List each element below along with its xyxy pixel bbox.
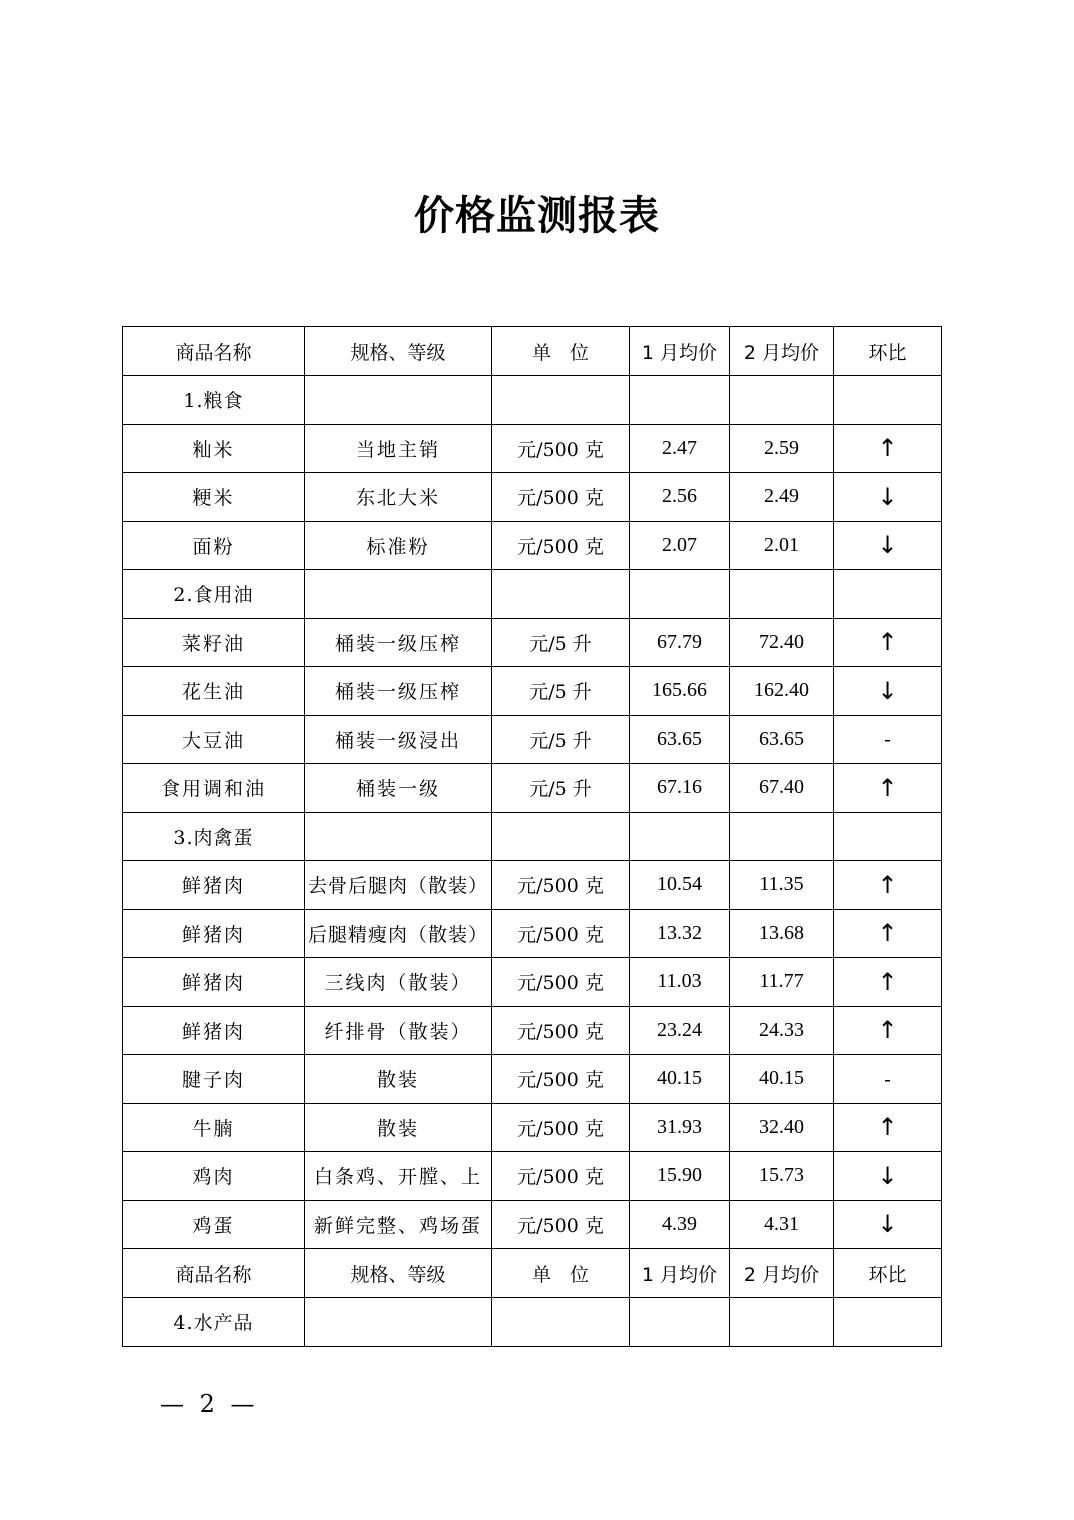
- category-row-meat: [123, 812, 942, 861]
- trend-up-icon: ↑: [834, 764, 942, 813]
- item-feb: 162.40: [730, 667, 834, 716]
- trend-down-icon: ↓: [834, 473, 942, 522]
- item-unit: 元/5 升: [492, 764, 630, 813]
- table-row: [123, 1055, 942, 1104]
- item-feb: 24.33: [730, 1006, 834, 1055]
- item-unit: 元/500 克: [492, 1200, 630, 1249]
- table-row: [123, 1006, 942, 1055]
- item-feb: 11.35: [730, 861, 834, 910]
- header-spec: 规格、等级: [305, 1249, 492, 1298]
- item-jan: 67.16: [630, 764, 730, 813]
- item-spec: 东北大米: [305, 473, 492, 522]
- table-row: [123, 1103, 942, 1152]
- price-table-container: [122, 326, 941, 1347]
- item-spec: 白条鸡、开膛、上: [305, 1152, 492, 1201]
- item-spec: 新鲜完整、鸡场蛋: [305, 1200, 492, 1249]
- category-label: 2.食用油: [123, 570, 305, 619]
- item-unit: 元/500 克: [492, 1055, 630, 1104]
- table-row: [123, 861, 942, 910]
- table-row: [123, 473, 942, 522]
- item-jan: 40.15: [630, 1055, 730, 1104]
- table-row: [123, 1200, 942, 1249]
- item-name: 牛腩: [123, 1103, 305, 1152]
- price-table: [122, 326, 942, 1347]
- header-unit: 单 位: [492, 327, 630, 376]
- item-name: 鲜猪肉: [123, 1006, 305, 1055]
- item-jan: 13.32: [630, 909, 730, 958]
- item-unit: 元/500 克: [492, 861, 630, 910]
- header-mom: 环比: [834, 1249, 942, 1298]
- item-unit: 元/500 克: [492, 958, 630, 1007]
- header-jan: 1 月均价: [630, 327, 730, 376]
- item-jan: 15.90: [630, 1152, 730, 1201]
- item-name: 鲜猪肉: [123, 861, 305, 910]
- item-name: 菜籽油: [123, 618, 305, 667]
- category-row-oil: [123, 570, 942, 619]
- item-spec: 散装: [305, 1103, 492, 1152]
- item-feb: 63.65: [730, 715, 834, 764]
- header-jan: 1 月均价: [630, 1249, 730, 1298]
- table-row: [123, 958, 942, 1007]
- table-row: [123, 424, 942, 473]
- item-name: 腱子肉: [123, 1055, 305, 1104]
- item-feb: 2.49: [730, 473, 834, 522]
- item-feb: 13.68: [730, 909, 834, 958]
- item-spec: 桶装一级压榨: [305, 667, 492, 716]
- item-spec: 当地主销: [305, 424, 492, 473]
- item-unit: 元/500 克: [492, 1103, 630, 1152]
- item-feb: 67.40: [730, 764, 834, 813]
- item-feb: 40.15: [730, 1055, 834, 1104]
- item-jan: 2.56: [630, 473, 730, 522]
- item-feb: 2.01: [730, 521, 834, 570]
- item-jan: 165.66: [630, 667, 730, 716]
- category-label: 1.粮食: [123, 376, 305, 425]
- item-spec: 桶装一级: [305, 764, 492, 813]
- category-label: 4.水产品: [123, 1298, 305, 1347]
- item-unit: 元/5 升: [492, 667, 630, 716]
- item-spec: 去骨后腿肉（散装）: [305, 861, 492, 910]
- item-unit: 元/500 克: [492, 1152, 630, 1201]
- trend-up-icon: ↑: [834, 424, 942, 473]
- page-number: — 2 —: [160, 1390, 259, 1418]
- item-unit: 元/500 克: [492, 909, 630, 958]
- item-name: 花生油: [123, 667, 305, 716]
- item-feb: 11.77: [730, 958, 834, 1007]
- item-unit: 元/5 升: [492, 715, 630, 764]
- header-feb: 2 月均价: [730, 1249, 834, 1298]
- item-name: 籼米: [123, 424, 305, 473]
- category-label: 3.肉禽蛋: [123, 812, 305, 861]
- trend-up-icon: ↑: [834, 861, 942, 910]
- item-spec: 标准粉: [305, 521, 492, 570]
- item-feb: 2.59: [730, 424, 834, 473]
- trend-flat-icon: -: [834, 715, 942, 764]
- trend-up-icon: ↑: [834, 1103, 942, 1152]
- trend-down-icon: ↓: [834, 1200, 942, 1249]
- item-jan: 2.47: [630, 424, 730, 473]
- header-feb: 2 月均价: [730, 327, 834, 376]
- trend-up-icon: ↑: [834, 909, 942, 958]
- item-spec: 后腿精瘦肉（散装）: [305, 909, 492, 958]
- table-row: [123, 764, 942, 813]
- item-name: 粳米: [123, 473, 305, 522]
- item-unit: 元/500 克: [492, 521, 630, 570]
- item-spec: 纤排骨（散装）: [305, 1006, 492, 1055]
- item-jan: 2.07: [630, 521, 730, 570]
- trend-up-icon: ↑: [834, 618, 942, 667]
- item-jan: 23.24: [630, 1006, 730, 1055]
- item-name: 鲜猪肉: [123, 909, 305, 958]
- header-name: 商品名称: [123, 327, 305, 376]
- table-row: [123, 667, 942, 716]
- item-feb: 32.40: [730, 1103, 834, 1152]
- item-unit: 元/500 克: [492, 473, 630, 522]
- item-name: 食用调和油: [123, 764, 305, 813]
- item-spec: 桶装一级浸出: [305, 715, 492, 764]
- table-header-row-repeat: [123, 1249, 942, 1298]
- item-spec: 散装: [305, 1055, 492, 1104]
- category-row-aquatic: [123, 1298, 942, 1347]
- item-feb: 4.31: [730, 1200, 834, 1249]
- item-jan: 63.65: [630, 715, 730, 764]
- item-jan: 10.54: [630, 861, 730, 910]
- trend-up-icon: ↑: [834, 1006, 942, 1055]
- item-unit: 元/500 克: [492, 424, 630, 473]
- header-spec: 规格、等级: [305, 327, 492, 376]
- header-name: 商品名称: [123, 1249, 305, 1298]
- header-mom: 环比: [834, 327, 942, 376]
- table-header-row: [123, 327, 942, 376]
- trend-down-icon: ↓: [834, 1152, 942, 1201]
- table-row: [123, 715, 942, 764]
- item-name: 鲜猪肉: [123, 958, 305, 1007]
- item-jan: 67.79: [630, 618, 730, 667]
- item-spec: 三线肉（散装）: [305, 958, 492, 1007]
- table-row: [123, 1152, 942, 1201]
- header-unit: 单 位: [492, 1249, 630, 1298]
- item-name: 鸡肉: [123, 1152, 305, 1201]
- item-name: 大豆油: [123, 715, 305, 764]
- table-row: [123, 909, 942, 958]
- table-row: [123, 521, 942, 570]
- trend-up-icon: ↑: [834, 958, 942, 1007]
- item-jan: 4.39: [630, 1200, 730, 1249]
- item-spec: 桶装一级压榨: [305, 618, 492, 667]
- item-unit: 元/500 克: [492, 1006, 630, 1055]
- trend-down-icon: ↓: [834, 521, 942, 570]
- trend-down-icon: ↓: [834, 667, 942, 716]
- item-unit: 元/5 升: [492, 618, 630, 667]
- category-row-grain: [123, 376, 942, 425]
- item-jan: 11.03: [630, 958, 730, 1007]
- table-row: [123, 618, 942, 667]
- page-title: 价格监测报表: [414, 193, 660, 239]
- trend-flat-icon: -: [834, 1055, 942, 1104]
- item-name: 面粉: [123, 521, 305, 570]
- item-name: 鸡蛋: [123, 1200, 305, 1249]
- item-feb: 72.40: [730, 618, 834, 667]
- item-feb: 15.73: [730, 1152, 834, 1201]
- item-jan: 31.93: [630, 1103, 730, 1152]
